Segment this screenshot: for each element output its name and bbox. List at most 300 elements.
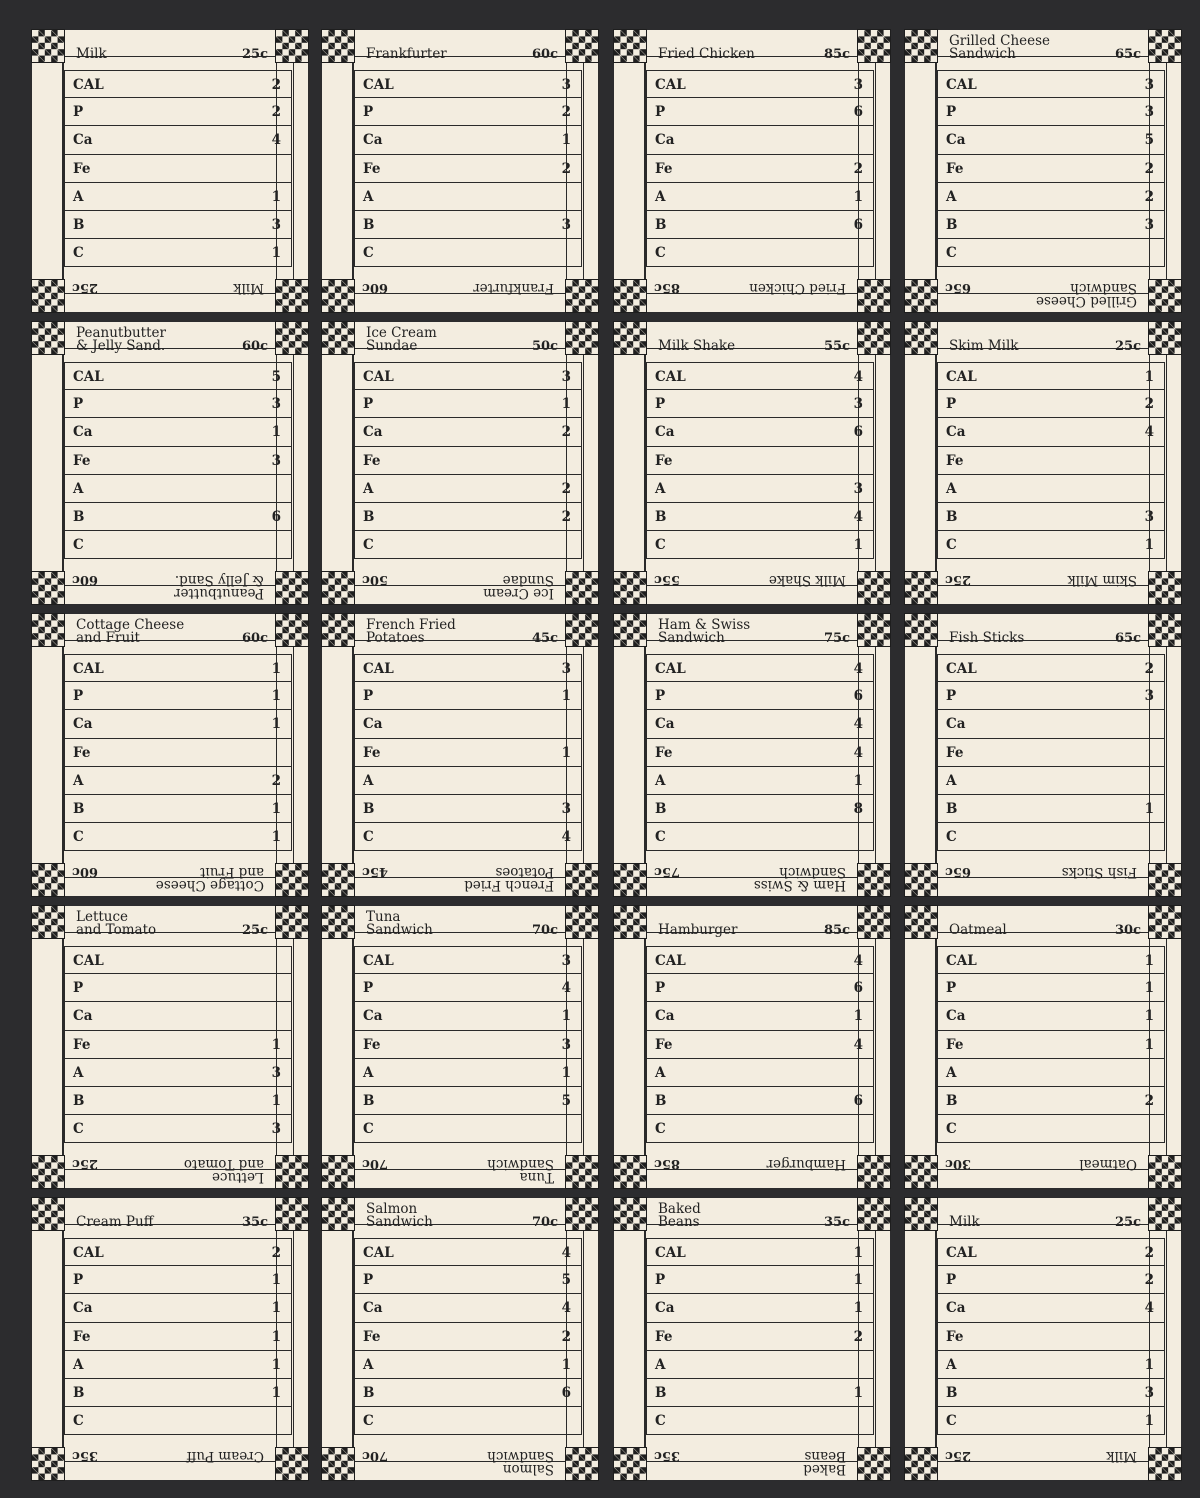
nutrient-row: [937, 1115, 1165, 1143]
nutrient-value: 3: [271, 1121, 281, 1138]
checker-corner-icon: [614, 322, 646, 354]
checker-corner-icon: [322, 864, 354, 896]
nutrient-row: [646, 1002, 874, 1030]
nutrient-label: Ca: [73, 424, 93, 441]
nutrient-value: 1: [271, 188, 281, 205]
nutrient-value: 4: [853, 508, 863, 525]
checker-corner-icon: [905, 864, 937, 896]
nutrient-label: CAL: [946, 77, 977, 93]
nutrient-label: C: [655, 1121, 666, 1138]
nutrient-label: Ca: [655, 132, 675, 149]
checker-corner-icon: [32, 1198, 64, 1230]
food-card[interactable]: [905, 1198, 1181, 1480]
checker-corner-icon: [1149, 30, 1181, 62]
card-title: [652, 1201, 852, 1231]
checker-corner-icon: [276, 572, 308, 604]
nutrient-table: [937, 70, 1165, 267]
nutrient-label: CAL: [655, 1245, 686, 1261]
nutrient-value: 4: [561, 1300, 571, 1317]
food-price-inverted: 25c: [72, 1156, 99, 1171]
food-card[interactable]: [905, 906, 1181, 1188]
nutrient-label: CAL: [363, 369, 394, 385]
food-name: French Fried Potatoes: [366, 617, 456, 646]
nutrient-value: 2: [561, 508, 571, 525]
food-card[interactable]: [905, 322, 1181, 604]
card-title: [652, 909, 852, 939]
nutrient-value: 3: [561, 661, 571, 677]
nutrient-value: 1: [561, 1356, 571, 1373]
checker-corner-icon: [1149, 572, 1181, 604]
food-name: Skim Milk: [949, 338, 1019, 354]
nutrient-row: [937, 211, 1165, 239]
nutrient-label: A: [73, 772, 84, 789]
food-card[interactable]: [322, 906, 598, 1188]
nutrient-row: [354, 1115, 582, 1143]
nutrient-row: [937, 183, 1165, 211]
food-name-inverted: Milk: [233, 280, 264, 296]
food-name: Grilled Cheese Sandwich: [949, 33, 1051, 62]
nutrient-value: 6: [853, 1092, 863, 1109]
checker-corner-icon: [276, 322, 308, 354]
food-name-inverted: Cream Puff: [186, 1448, 264, 1464]
card-title-inverted: [360, 1447, 560, 1477]
food-name-inverted: Fried Chicken: [749, 280, 846, 296]
nutrient-row: [64, 1115, 292, 1143]
nutrient-row: [354, 362, 582, 390]
nutrient-value: 1: [1144, 980, 1154, 997]
nutrient-label: C: [946, 829, 957, 846]
nutrient-row: [937, 98, 1165, 126]
nutrient-label: C: [73, 245, 84, 262]
nutrient-label: P: [363, 1272, 374, 1289]
nutrient-row: [646, 710, 874, 738]
card-title: [943, 33, 1143, 63]
nutrient-row: [354, 503, 582, 531]
nutrient-label: Ca: [655, 716, 675, 733]
nutrient-row: [354, 1087, 582, 1115]
nutrient-value: 4: [853, 953, 863, 969]
nutrient-label: Ca: [73, 716, 93, 733]
nutrient-row: [64, 183, 292, 211]
nutrient-row: [646, 946, 874, 974]
nutrient-row: [64, 475, 292, 503]
card-title: [360, 617, 560, 647]
food-name-inverted: Frankfurter: [473, 280, 554, 296]
nutrient-value: 1: [561, 1064, 571, 1081]
nutrient-value: 3: [561, 216, 571, 233]
nutrient-label: P: [655, 104, 666, 121]
food-price: 60c: [241, 339, 268, 354]
food-name: Baked Beans: [658, 1201, 701, 1230]
nutrient-row: [64, 418, 292, 446]
nutrient-row: [64, 70, 292, 98]
nutrient-row: [937, 475, 1165, 503]
nutrient-value: 3: [561, 369, 571, 385]
nutrient-value: 2: [853, 1328, 863, 1345]
nutrient-table: [354, 654, 582, 851]
nutrient-row: [937, 739, 1165, 767]
nutrient-label: A: [946, 188, 957, 205]
food-card[interactable]: [905, 30, 1181, 312]
nutrient-value: 3: [561, 800, 571, 817]
nutrient-row: [64, 447, 292, 475]
checker-corner-icon: [32, 614, 64, 646]
nutrient-label: Ca: [363, 424, 383, 441]
checker-corner-icon: [858, 1448, 890, 1480]
nutrient-value: 1: [271, 800, 281, 817]
food-price: 65c: [1114, 631, 1141, 646]
checker-corner-icon: [322, 614, 354, 646]
food-name: Fish Sticks: [949, 630, 1025, 646]
food-name-inverted: Milk: [1106, 1448, 1137, 1464]
card-title-inverted: [360, 279, 560, 309]
nutrient-label: C: [946, 1121, 957, 1138]
nutrient-label: A: [946, 772, 957, 789]
checker-corner-icon: [322, 906, 354, 938]
nutrient-label: CAL: [946, 369, 977, 385]
food-price-inverted: 70c: [362, 1448, 389, 1463]
food-price: 25c: [241, 47, 268, 62]
food-name: Ham & Swiss Sandwich: [658, 617, 751, 646]
nutrient-row: [937, 418, 1165, 446]
nutrient-row: [646, 475, 874, 503]
nutrient-row: [937, 1294, 1165, 1322]
nutrient-value: 4: [853, 661, 863, 677]
checker-corner-icon: [858, 864, 890, 896]
nutrient-value: 1: [271, 716, 281, 733]
card-title-inverted: [70, 863, 270, 893]
nutrient-label: Ca: [946, 1008, 966, 1025]
nutrient-value: 2: [271, 104, 281, 121]
nutrient-label: CAL: [363, 661, 394, 677]
nutrient-row: [646, 155, 874, 183]
food-card[interactable]: [32, 614, 308, 896]
food-name: Milk Shake: [658, 338, 736, 354]
nutrient-row: [64, 654, 292, 682]
nutrient-label: P: [363, 688, 374, 705]
nutrient-label: P: [655, 396, 666, 413]
food-price-inverted: 65c: [945, 280, 972, 295]
card-title: [360, 33, 560, 63]
nutrient-row: [354, 1059, 582, 1087]
nutrient-row: [937, 1087, 1165, 1115]
checker-corner-icon: [858, 1156, 890, 1188]
card-title: [70, 325, 270, 355]
nutrient-label: Fe: [73, 1328, 91, 1345]
nutrient-row: [937, 447, 1165, 475]
checker-corner-icon: [1149, 864, 1181, 896]
nutrient-label: Fe: [363, 452, 381, 469]
food-price: 35c: [823, 1215, 850, 1230]
nutrient-label: Ca: [73, 1008, 93, 1025]
nutrient-value: 1: [271, 829, 281, 846]
checker-corner-icon: [614, 280, 646, 312]
checker-corner-icon: [276, 864, 308, 896]
checker-corner-icon: [566, 1448, 598, 1480]
food-price: 65c: [1114, 47, 1141, 62]
food-price: 70c: [531, 923, 558, 938]
nutrient-label: P: [73, 396, 84, 413]
food-card[interactable]: [32, 906, 308, 1188]
nutrient-value: 1: [853, 1245, 863, 1261]
nutrient-row: [64, 211, 292, 239]
nutrient-row: [64, 1407, 292, 1435]
food-name-inverted: Cottage Cheese and Fruit: [155, 864, 264, 893]
card-title-inverted: [70, 571, 270, 601]
nutrient-row: [646, 1407, 874, 1435]
nutrient-label: B: [946, 800, 958, 817]
nutrient-value: 4: [1144, 1300, 1154, 1317]
nutrient-row: [646, 974, 874, 1002]
checker-corner-icon: [32, 30, 64, 62]
food-name: Salmon Sandwich: [366, 1201, 433, 1230]
card-title: [652, 33, 852, 63]
food-name-inverted: French Fried Potatoes: [464, 864, 554, 893]
nutrient-value: 3: [271, 396, 281, 413]
nutrient-label: C: [655, 829, 666, 846]
nutrient-label: Fe: [73, 1036, 91, 1053]
food-price: 85c: [823, 923, 850, 938]
food-name: Cream Puff: [76, 1214, 154, 1230]
card-left-rail: [905, 63, 937, 296]
card-left-rail: [322, 355, 354, 588]
nutrient-value: 3: [853, 77, 863, 93]
nutrient-value: 2: [271, 77, 281, 93]
nutrient-row: [354, 1031, 582, 1059]
nutrient-value: 1: [271, 1272, 281, 1289]
nutrient-label: CAL: [363, 953, 394, 969]
nutrient-row: [64, 239, 292, 267]
nutrient-value: 4: [271, 132, 281, 149]
nutrient-label: CAL: [655, 953, 686, 969]
card-title: [943, 617, 1143, 647]
nutrient-value: 4: [561, 829, 571, 846]
food-name-inverted: Fish Sticks: [1061, 864, 1137, 880]
food-card[interactable]: [322, 30, 598, 312]
nutrient-value: 1: [853, 1008, 863, 1025]
food-card[interactable]: [322, 614, 598, 896]
nutrient-value: 1: [853, 537, 863, 554]
food-name-inverted: Lettuce and Tomato: [183, 1156, 264, 1185]
nutrient-value: 1: [271, 1092, 281, 1109]
nutrient-table: [354, 362, 582, 559]
food-card[interactable]: [32, 1198, 308, 1480]
nutrient-value: 4: [853, 744, 863, 761]
food-name-inverted: Skim Milk: [1067, 572, 1137, 588]
nutrient-row: [64, 682, 292, 710]
nutrient-row: [646, 1238, 874, 1266]
nutrient-label: B: [655, 1092, 667, 1109]
food-price: 35c: [241, 1215, 268, 1230]
nutrient-label: A: [655, 480, 666, 497]
checker-corner-icon: [566, 906, 598, 938]
nutrient-label: Ca: [363, 1300, 383, 1317]
nutrient-value: 1: [1144, 1036, 1154, 1053]
food-price: 60c: [531, 47, 558, 62]
nutrient-row: [354, 1266, 582, 1294]
card-title: [70, 909, 270, 939]
nutrient-label: Fe: [655, 160, 673, 177]
checker-corner-icon: [614, 1198, 646, 1230]
nutrient-label: A: [73, 480, 84, 497]
food-price: 70c: [531, 1215, 558, 1230]
food-card[interactable]: [322, 322, 598, 604]
nutrient-row: [646, 531, 874, 559]
nutrient-row: [646, 211, 874, 239]
food-card[interactable]: [322, 1198, 598, 1480]
nutrient-value: 1: [1144, 1008, 1154, 1025]
food-name: Milk: [76, 46, 107, 62]
nutrient-value: 1: [271, 424, 281, 441]
nutrient-value: 1: [271, 1328, 281, 1345]
food-name: Tuna Sandwich: [366, 909, 433, 938]
checker-corner-icon: [614, 572, 646, 604]
nutrient-label: A: [363, 480, 374, 497]
nutrient-label: A: [655, 772, 666, 789]
nutrient-value: 2: [1144, 1092, 1154, 1109]
nutrient-value: 2: [271, 1245, 281, 1261]
food-card[interactable]: [614, 614, 890, 896]
checker-corner-icon: [276, 906, 308, 938]
food-name-inverted: Tuna Sandwich: [487, 1156, 554, 1185]
card-title: [70, 617, 270, 647]
nutrient-value: 2: [1144, 188, 1154, 205]
food-name-inverted: Hamburger: [766, 1156, 846, 1172]
food-price: 85c: [823, 47, 850, 62]
card-left-rail: [614, 1231, 646, 1464]
nutrient-value: 6: [853, 216, 863, 233]
nutrient-row: [937, 1351, 1165, 1379]
nutrient-label: P: [946, 688, 957, 705]
nutrient-label: B: [946, 216, 958, 233]
checker-corner-icon: [276, 1156, 308, 1188]
card-title: [652, 325, 852, 355]
card-left-rail: [905, 647, 937, 880]
food-name-inverted: Peanutbutter & Jelly Sand.: [174, 572, 264, 601]
nutrient-value: 3: [561, 953, 571, 969]
nutrient-value: 1: [1144, 1356, 1154, 1373]
nutrient-row: [937, 654, 1165, 682]
nutrient-value: 8: [853, 800, 863, 817]
food-price-inverted: 75c: [654, 864, 681, 879]
nutrient-row: [64, 531, 292, 559]
nutrient-table: [937, 654, 1165, 851]
card-left-rail: [614, 63, 646, 296]
nutrient-row: [354, 1002, 582, 1030]
nutrient-row: [937, 531, 1165, 559]
checker-corner-icon: [905, 1156, 937, 1188]
card-title-inverted: [652, 279, 852, 309]
food-price-inverted: 45c: [362, 864, 389, 879]
card-left-rail: [322, 647, 354, 880]
nutrient-row: [354, 1351, 582, 1379]
nutrient-label: P: [73, 688, 84, 705]
nutrient-row: [937, 974, 1165, 1002]
nutrient-label: Ca: [363, 716, 383, 733]
food-name-inverted: Baked Beans: [803, 1448, 846, 1477]
nutrient-value: 2: [1144, 661, 1154, 677]
nutrient-row: [646, 239, 874, 267]
nutrient-row: [937, 1379, 1165, 1407]
food-price: 25c: [1114, 1215, 1141, 1230]
food-card[interactable]: [614, 322, 890, 604]
nutrient-row: [354, 183, 582, 211]
nutrient-row: [937, 710, 1165, 738]
checker-corner-icon: [276, 614, 308, 646]
checker-corner-icon: [276, 280, 308, 312]
nutrient-label: Ca: [946, 132, 966, 149]
nutrient-row: [354, 98, 582, 126]
nutrient-table: [354, 946, 582, 1143]
checker-corner-icon: [322, 30, 354, 62]
food-price: 60c: [241, 631, 268, 646]
food-name-inverted: Ice Cream Sundae: [483, 572, 554, 601]
nutrient-row: [937, 1002, 1165, 1030]
food-card[interactable]: [614, 1198, 890, 1480]
nutrient-label: C: [655, 245, 666, 262]
nutrient-value: 1: [1144, 800, 1154, 817]
nutrient-label: B: [73, 508, 85, 525]
nutrient-value: 1: [561, 1008, 571, 1025]
food-card[interactable]: [32, 322, 308, 604]
nutrient-value: 2: [1144, 1245, 1154, 1261]
nutrient-row: [354, 974, 582, 1002]
food-card[interactable]: [614, 906, 890, 1188]
nutrient-row: [937, 682, 1165, 710]
food-price: 30c: [1114, 923, 1141, 938]
nutrient-value: 6: [853, 688, 863, 705]
card-title-inverted: [70, 1155, 270, 1185]
food-card[interactable]: [614, 30, 890, 312]
nutrient-row: [64, 1323, 292, 1351]
card-title-inverted: [652, 571, 852, 601]
nutrient-label: B: [946, 1384, 958, 1401]
nutrient-label: P: [363, 980, 374, 997]
card-left-rail: [905, 1231, 937, 1464]
nutrient-value: 3: [1144, 688, 1154, 705]
nutrient-row: [646, 1351, 874, 1379]
nutrient-row: [354, 682, 582, 710]
nutrient-label: B: [655, 508, 667, 525]
nutrient-row: [354, 1238, 582, 1266]
nutrient-label: C: [73, 1413, 84, 1430]
nutrient-label: A: [946, 480, 957, 497]
nutrient-row: [646, 362, 874, 390]
checker-corner-icon: [32, 864, 64, 896]
nutrient-table: [354, 70, 582, 267]
nutrient-row: [646, 1031, 874, 1059]
food-card[interactable]: [32, 30, 308, 312]
nutrient-label: P: [363, 104, 374, 121]
nutrient-value: 3: [1144, 508, 1154, 525]
card-title: [943, 1201, 1143, 1231]
nutrient-value: 4: [1144, 424, 1154, 441]
checker-corner-icon: [858, 280, 890, 312]
card-left-rail: [614, 355, 646, 588]
nutrient-row: [646, 1059, 874, 1087]
nutrient-row: [354, 739, 582, 767]
nutrient-value: 5: [1144, 132, 1154, 149]
nutrient-row: [646, 795, 874, 823]
food-card[interactable]: [905, 614, 1181, 896]
card-left-rail: [322, 1231, 354, 1464]
nutrient-label: C: [946, 537, 957, 554]
nutrient-label: Fe: [363, 744, 381, 761]
nutrient-label: A: [363, 1064, 374, 1081]
checker-corner-icon: [566, 864, 598, 896]
nutrient-value: 5: [561, 1272, 571, 1289]
nutrient-label: P: [73, 104, 84, 121]
